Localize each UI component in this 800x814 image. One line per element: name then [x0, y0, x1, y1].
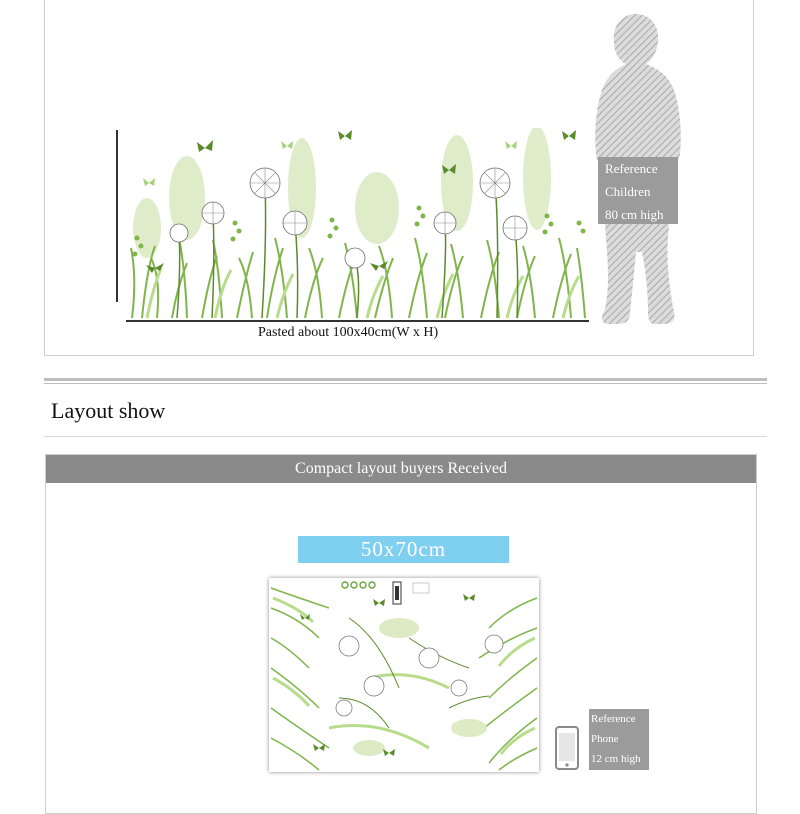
- reference-label: Reference: [605, 161, 658, 176]
- height-dimension-line: [116, 130, 118, 302]
- reference-subject: Children: [605, 184, 651, 199]
- reference-subject: Phone: [591, 733, 619, 745]
- size-caption: Pasted about 100x40cm(W x H): [258, 325, 439, 340]
- section-divider: [44, 378, 767, 384]
- sheet-size-label: 50x70cm: [298, 536, 509, 563]
- width-dimension-line: [126, 320, 589, 322]
- heading-underline: [44, 436, 767, 437]
- phone-icon: [554, 725, 580, 771]
- dandelion-meadow-decal: [127, 128, 589, 320]
- decal-sheet-image: [269, 578, 539, 772]
- reference-height: 12 cm high: [591, 753, 641, 765]
- section-heading: Layout show: [51, 398, 166, 423]
- reference-phone-badge: [589, 709, 649, 770]
- layout-panel: [45, 454, 757, 814]
- panel-header: Compact layout buyers Received: [46, 455, 756, 483]
- reference-label: Reference: [591, 713, 636, 725]
- decal-sheet-artwork: [269, 578, 539, 772]
- reference-height: 80 cm high: [605, 207, 664, 222]
- reference-children-badge: [598, 157, 678, 224]
